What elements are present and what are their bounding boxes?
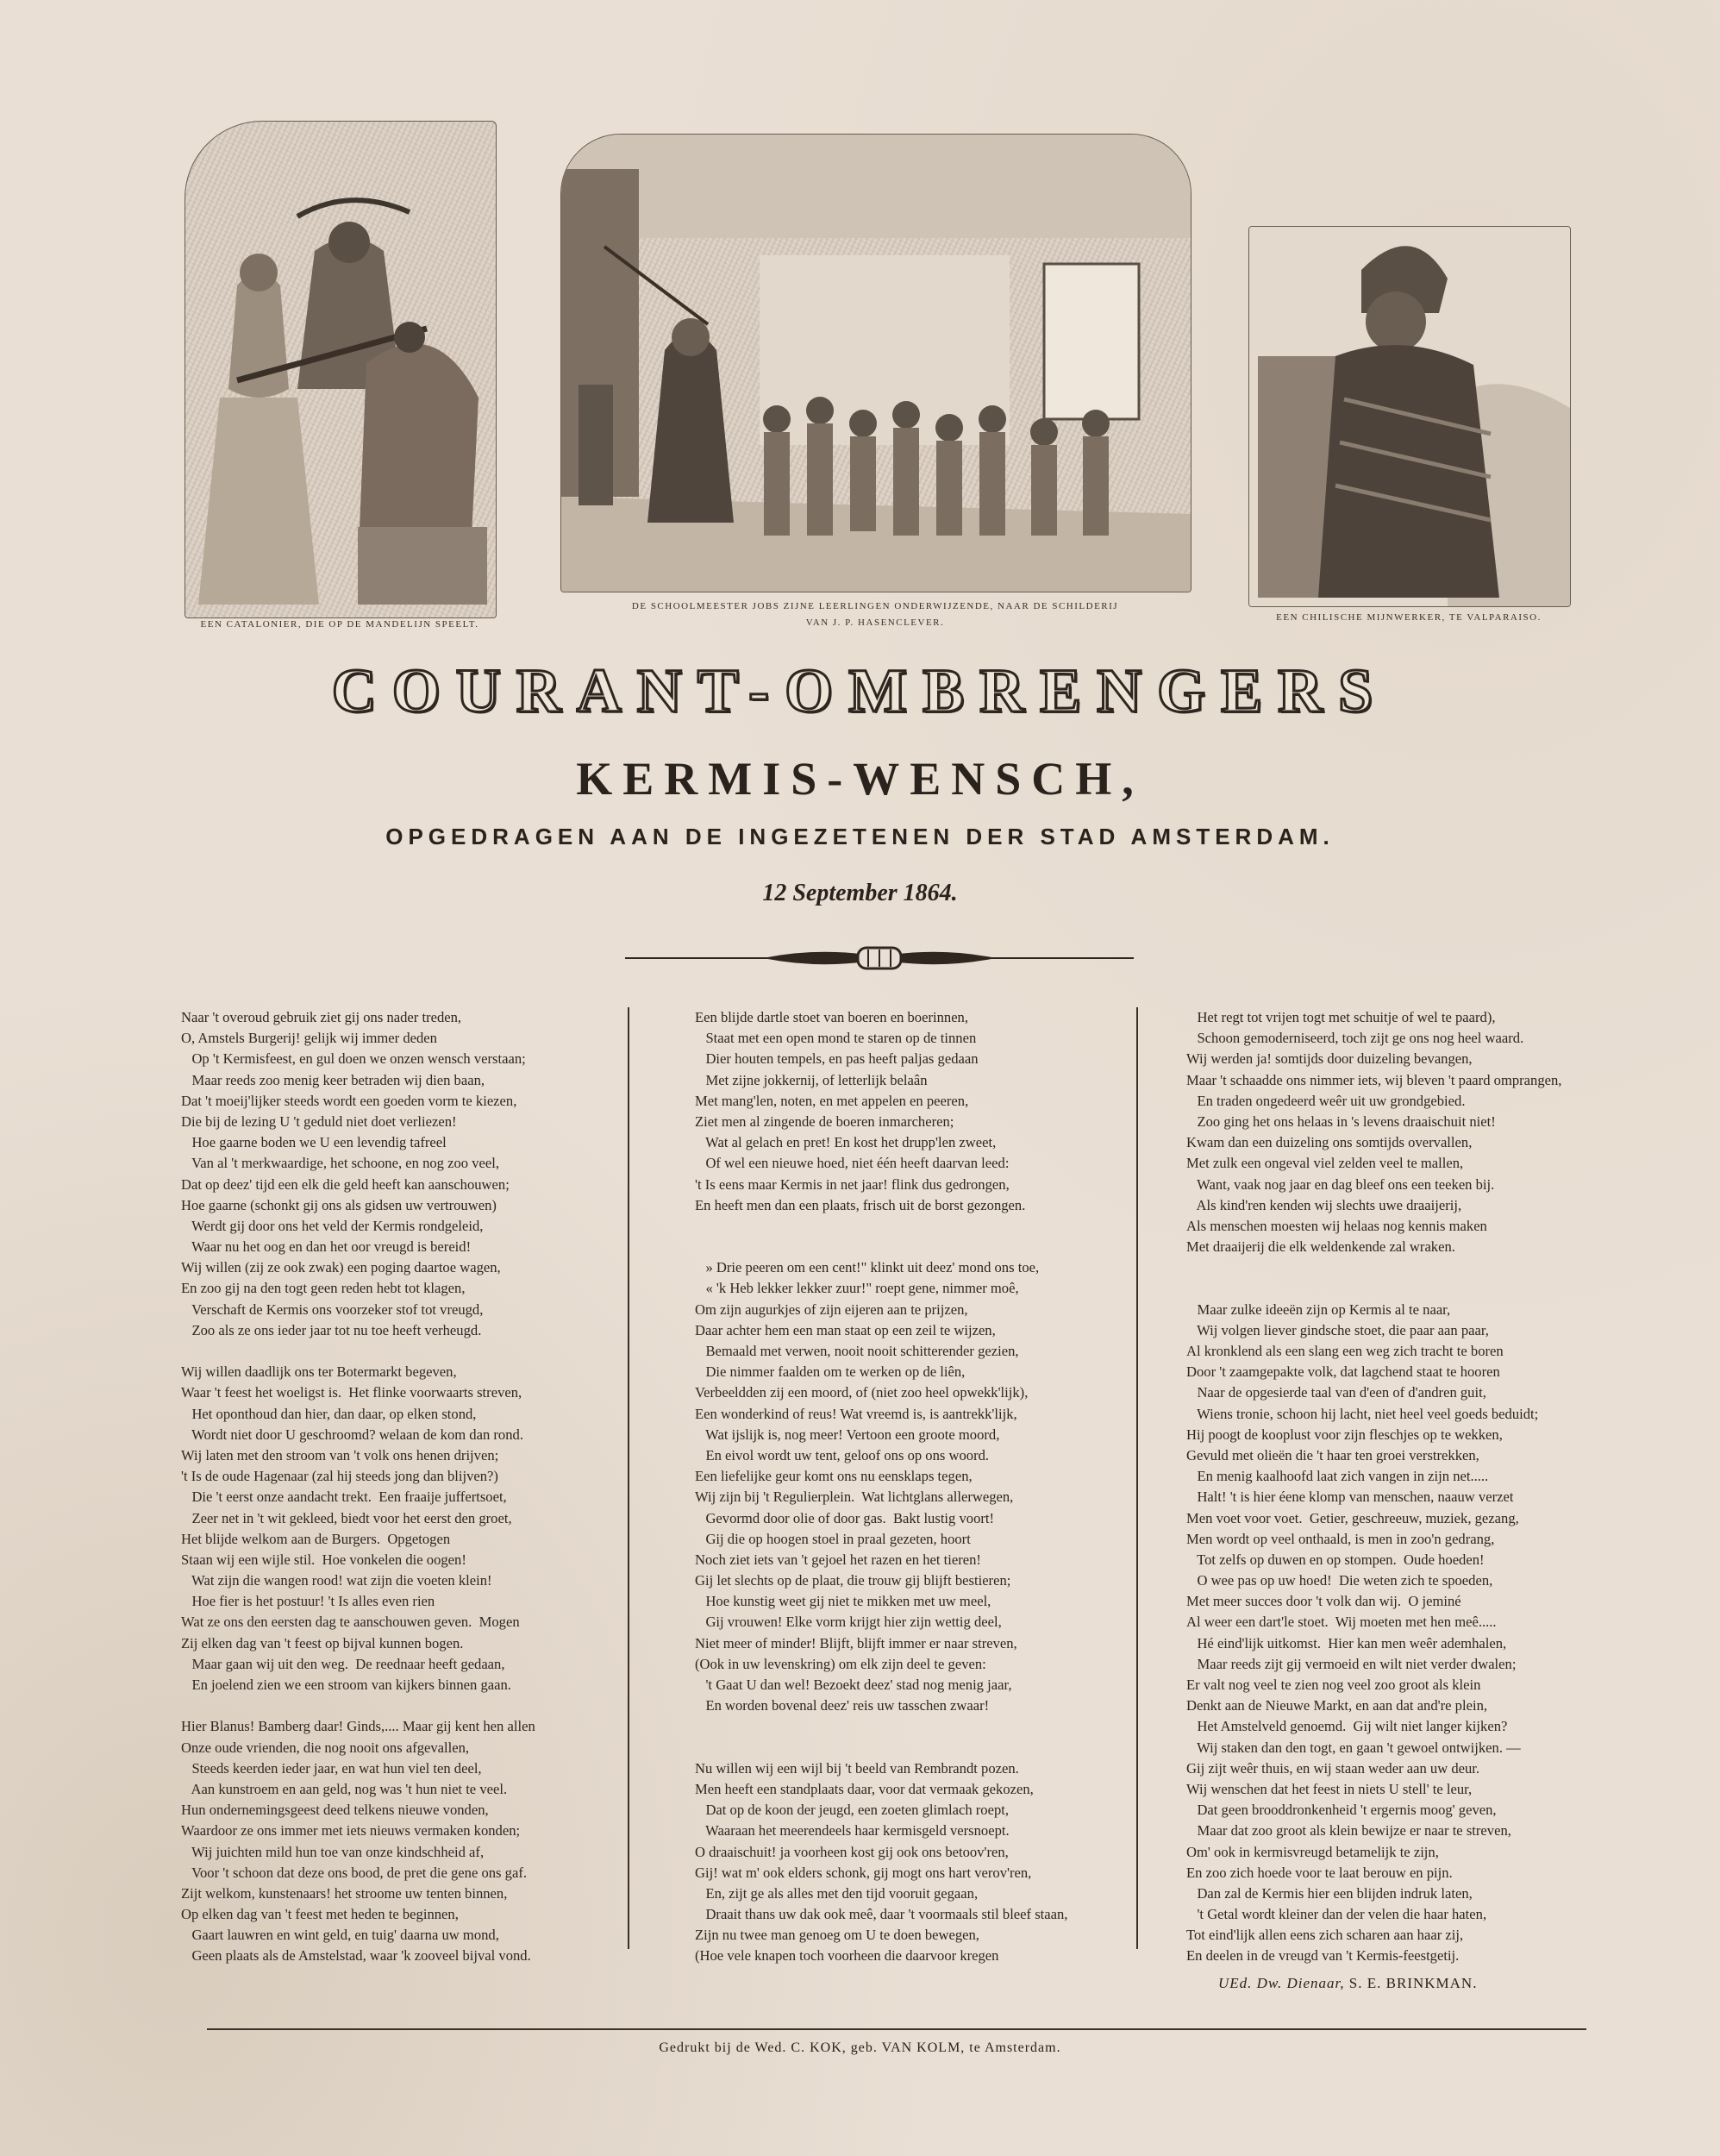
poem-line: Met draaijerij die elk weldenkende zal wraken. (1186, 1238, 1455, 1256)
poem-line: Denkt aan de Nieuwe Markt, en aan dat and're plein, (1186, 1697, 1488, 1714)
poem-line: Steeds keerden ieder jaar, en wat hun viel ten deel, (181, 1759, 482, 1777)
signature (1218, 1975, 1477, 1992)
poem-line: Maar 't schaadde ons nimmer iets, wij bleven 't paard omprangen, (1186, 1071, 1562, 1088)
poem-line: Kwam dan een duizeling ons somtijds overvallen, (1186, 1134, 1473, 1151)
date: 12 September 1864. (762, 880, 958, 906)
poem-line: Het oponthoud dan hier, dan daar, op elken stond, (181, 1405, 477, 1422)
poem-line: Niet meer of minder! Blijft, blijft immer er naar streven, (695, 1634, 1017, 1651)
poem-line: Wat ijslijk is, nog meer! Vertoon een groote moord, (695, 1426, 1000, 1443)
caption-center-line1: DE SCHOOLMEESTER JOBS ZIJNE LEERLINGEN ONDERWIJZENDE, NAAR DE SCHILDERIJ (631, 601, 1119, 611)
poem-line: Op 't Kermisfeest, en gul doen we onzen wensch verstaan; (181, 1050, 526, 1068)
poem-line: Wij juichten mild hun toe van onze kindschheid af, (181, 1843, 485, 1860)
poem-line: Hij poogt de kooplust voor zijn fleschjes op te wekken, (1186, 1426, 1503, 1443)
poem-line: Tot zelfs op duwen en op stompen. Oude hoeden! (1186, 1551, 1485, 1568)
poem-line: En, zijt ge als alles met den tijd vooruit gegaan, (695, 1884, 979, 1902)
poem-line: Werdt gij door ons het veld der Kermis rondgeleid, (181, 1217, 484, 1234)
poem-line: En deelen in de vreugd van 't Kermis-feestgetij. (1186, 1947, 1460, 1965)
poem-line: En zoo zich hoede voor te laat berouw en pijn. (1186, 1864, 1453, 1881)
footer-rule (207, 2028, 1586, 2030)
poem-line: Verbeeldden zij een moord, of (niet zoo heel opwekk'lijk), (695, 1384, 1029, 1401)
poem-line: » Drie peeren om een cent!" klinkt uit deez' mond ons toe, (695, 1259, 1040, 1276)
poem-line: Hun ondernemingsgeest deed telkens nieuwe vonden, (181, 1802, 489, 1819)
poem-line: Waar nu het oog en dan het oor vreugd is bereid! (181, 1238, 472, 1256)
poem-line: Wij staken dan den togt, en gaan 't gewoel ontwijken. — (1186, 1739, 1521, 1756)
poem-line: Zeer net in 't wit gekleed, biedt voor het eerst den groet, (181, 1509, 512, 1526)
poem-line: Wij willen daadlijk ons ter Botermarkt begeven, (181, 1363, 457, 1381)
poem-line: Om zijn augurkjes of zijn eijeren aan te prijzen, (695, 1300, 968, 1318)
printer-imprint: Gedrukt bij de Wed. C. KOK, geb. VAN KOLM, te Amsterdam. (659, 2040, 1061, 2055)
poem-line: Naar de opgesierde taal van d'een of d'andren guit, (1186, 1384, 1486, 1401)
stanza-gap (695, 1738, 1143, 1758)
poem-line: O, Amstels Burgerij! gelijk wij immer deden (181, 1030, 437, 1047)
poem-line: En joelend zien we een stroom van kijkers binnen gaan. (181, 1677, 511, 1693)
illustration-schoolmaster (560, 134, 1191, 592)
column-divider-1 (628, 1007, 629, 1949)
poem-line: Wij willen (zij ze ook zwak) een poging daartoe wagen, (181, 1259, 501, 1276)
poem-line: Als kind'ren kenden wij slechts uwe draaijerij, (1186, 1196, 1462, 1213)
poem-line: Maar reeds zoo menig keer betraden wij dien baan, (181, 1071, 485, 1088)
stanza-gap (695, 1716, 1143, 1737)
poem-line: Wij zijn bij 't Regulierplein. Wat lichtglans allerwegen, (695, 1489, 1014, 1506)
poem-line: 't Getal wordt kleiner dan der velen die haar haten, (1186, 1906, 1487, 1923)
signature-prefix: UEd. Dw. Dienaar, (1218, 1975, 1345, 1991)
poem-column-3 (1186, 1007, 1635, 1967)
stanza-gap (695, 1237, 1143, 1257)
poem-line: Een wonderkind of reus! Wat vreemd is, is aantrekk'lijk, (695, 1405, 1017, 1422)
poem-line: Halt! 't is hier éene klomp van menschen, naauw verzet (1186, 1489, 1514, 1506)
poem-line: (Ook in uw levenskring) om elk zijn deel te geven: (695, 1655, 986, 1672)
poem-line: Gevormd door olie of door gas. Bakt lustig voort! (695, 1509, 995, 1526)
poem-line: Wat zijn die wangen rood! wat zijn die voeten klein! (181, 1572, 492, 1589)
poem-line: Als menschen moesten wij helaas nog kennis maken (1186, 1217, 1487, 1234)
poem-line: Zijn nu twee man genoeg om U te doen bewegen, (695, 1927, 979, 1944)
poem-line: Al weer een dart'le stoet. Wij moeten met hen meê..... (1186, 1614, 1497, 1631)
poem-line: Naar 't overoud gebruik ziet gij ons nader treden, (181, 1009, 462, 1025)
illustration-chilean-miner (1248, 226, 1571, 607)
poem-line: O wee pas op uw hoed! Die weten zich te spoeden, (1186, 1572, 1493, 1589)
poem-line: Waaraan het meerendeels haar kermisgeld versnoept. (695, 1822, 1010, 1839)
poem-line: Hé eind'lijk uitkomst. Hier kan men weêr ademhalen, (1186, 1634, 1507, 1651)
poem-line: Hoe gaarne boden we U een levendig tafreel (181, 1134, 447, 1151)
poem-line: Hoe kunstig weet gij niet te mikken met uw meel, (695, 1593, 991, 1610)
poem-line: Dan zal de Kermis hier een blijden indruk laten, (1186, 1884, 1473, 1902)
poem-line: Er valt nog veel te zien nog veel zoo groot als klein (1186, 1677, 1481, 1693)
poem-line: Men heeft een standplaats daar, voor dat vermaak gekozen, (695, 1780, 1034, 1797)
poem-line: Het Amstelveld genoemd. Gij wilt niet langer kijken? (1186, 1718, 1508, 1735)
poem-line: En worden bovenal deez' reis uw tasschen zwaar! (695, 1697, 990, 1714)
subtitle: KERMIS-WENSCH, (576, 753, 1144, 805)
poem-line: Op elken dag van 't feest met heden te beginnen, (181, 1906, 459, 1923)
poem-line: Gij! wat m' ook elders schonk, gij mogt ons hart verov'ren, (695, 1864, 1032, 1881)
poem-line: Zoo ging het ons helaas in 's levens draaischuit niet! (1186, 1112, 1496, 1130)
poem-line: O draaischuit! ja voorheen kost gij ook ons betoov'ren, (695, 1843, 1009, 1860)
poem-line: Staan wij een wijle stil. Hoe vonkelen die oogen! (181, 1551, 466, 1568)
poem-line: En heeft men dan een plaats, frisch uit de borst gezongen. (695, 1196, 1026, 1213)
poem-line: Bemaald met verwen, nooit nooit schitterender gezien, (695, 1343, 1019, 1359)
poem-line: 't Gaat U dan wel! Bezoekt deez' stad nog menig jaar, (695, 1677, 1012, 1693)
poem-line: Een blijde dartle stoet van boeren en boerinnen, (695, 1009, 969, 1025)
poem-line: Waardoor ze ons immer met iets nieuws vermaken konden; (181, 1822, 521, 1839)
poem-line: Door 't zaamgepakte volk, dat lagchend staat te hooren (1186, 1363, 1500, 1381)
poem-line: Wij werden ja! somtijds door duizeling bevangen, (1186, 1050, 1473, 1068)
poem-line: En traden ongedeerd weêr uit uw grondgebied. (1186, 1092, 1466, 1109)
poem-line: Wij wenschen dat het feest in niets U stell' te leur, (1186, 1780, 1473, 1797)
caption-center-line2: VAN J. P. HASENCLEVER. (805, 617, 945, 628)
poem-line: Dier houten tempels, en pas heeft paljas gedaan (695, 1050, 979, 1068)
main-title: COURANT-OMBRENGERS (331, 656, 1389, 725)
poem-line: Verschaft de Kermis ons voorzeker stof tot vreugd, (181, 1300, 484, 1318)
poem-line: Gevuld met olieën die 't haar ten groei verstrekken, (1186, 1446, 1479, 1463)
poem-line: Geen plaats als de Amstelstad, waar 'k zooveel bijval vond. (181, 1947, 531, 1965)
poem-line: Waar 't feest het woeligst is. Het flinke voorwaarts streven, (181, 1384, 522, 1401)
poem-line: Het blijde welkom aan de Burgers. Opgetogen (181, 1530, 451, 1547)
poem-line: Ziet men al zingende de boeren inmarcheren; (695, 1112, 954, 1130)
poem-line: Die 't eerst onze aandacht trekt. Een fraaije juffertsoet, (181, 1489, 507, 1506)
poem-line: Wij laten met den stroom van 't volk ons henen drijven; (181, 1446, 499, 1463)
poem-line: En eivol wordt uw tent, geloof ons op ons woord. (695, 1446, 990, 1463)
poem-line: Of wel een nieuwe hoed, niet één heeft daarvan leed: (695, 1155, 1010, 1172)
poem-line: Het regt tot vrijen togt met schuitje of wel te paard), (1186, 1009, 1496, 1025)
poem-line: Zij elken dag van 't feest op bijval kunnen bogen. (181, 1634, 464, 1651)
poem-line: Met zulk een ongeval viel zelden veel te mallen, (1186, 1155, 1464, 1172)
dedication: OPGEDRAGEN AAN DE INGEZETENEN DER STAD AMSTERDAM. (385, 824, 1335, 849)
poem-line: Gij let slechts op de plaat, die trouw gij blijft bestieren; (695, 1572, 1011, 1589)
poem-line: Dat op deez' tijd een elk die geld heeft kan aanschouwen; (181, 1175, 510, 1193)
poem-line: Onze oude vrienden, die nog nooit ons afgevallen, (181, 1739, 470, 1756)
poem-line: Van al 't merkwaardige, het schoone, en nog zoo veel, (181, 1155, 500, 1172)
poem-line: Noch ziet iets van 't gejoel het razen en het tieren! (695, 1551, 981, 1568)
poem-line: Gij zijt weêr thuis, en wij staan weder aan uw deur. (1186, 1759, 1480, 1777)
column-divider-2 (1136, 1007, 1138, 1949)
poem-column-1 (181, 1007, 629, 1967)
poem-line: Zoo als ze ons ieder jaar tot nu toe heeft verheugd. (181, 1321, 482, 1338)
illustration-catalonian-mandolin (185, 121, 497, 618)
caption-left: EEN CATALONIER, DIE OP DE MANDELIJN SPEELT. (200, 619, 479, 630)
stanza-gap (1186, 1257, 1635, 1278)
poem-line: Wiens tronie, schoon hij lacht, niet heel veel goeds beduidt; (1186, 1405, 1539, 1422)
engraving-miner (1249, 227, 1570, 606)
poem-line: Gaart lauwren en wint geld, en tuig' daarna uw mond, (181, 1927, 499, 1944)
engraving-classroom (561, 135, 1191, 592)
caption-right: EEN CHILISCHE MIJNWERKER, TE VALPARAISO. (1276, 612, 1542, 623)
poem-line: Hoe gaarne (schonkt gij ons als gidsen uw vertrouwen) (181, 1196, 497, 1213)
poem-line: Maar gaan wij uit den weg. De reednaar heeft gedaan, (181, 1655, 505, 1672)
poem-line: Maar zulke ideeën zijn op Kermis al te naar, (1186, 1300, 1451, 1318)
poem-line: Met meer succes door 't volk dan wij. O jeminé (1186, 1593, 1461, 1610)
poem-line: Staat met een open mond te staren op de tinnen (695, 1030, 977, 1047)
poem-line: Men voet voor voet. Getier, geschreeuw, muziek, gezang, (1186, 1509, 1519, 1526)
poem-line: Al kronklend als een slang een weg zich tracht te boren (1186, 1343, 1504, 1359)
poem-line: En zoo gij na den togt geen reden hebt tot klagen, (181, 1280, 466, 1297)
poem-line: Men wordt op veel onthaald, is men in zoo'n gedrang, (1186, 1530, 1495, 1547)
poem-line: Wij volgen liever gindsche stoet, die paar aan paar, (1186, 1321, 1489, 1338)
poem-line: Die nimmer faalden om te werken op de liên, (695, 1363, 966, 1381)
poem-line: Gij vrouwen! Elke vorm krijgt hier zijn wettig deel, (695, 1614, 1002, 1631)
stanza-gap (1186, 1278, 1635, 1299)
stanza-gap (695, 1216, 1143, 1237)
poem-line: Gij die op hoogen stoel in praal gezeten, hoort (695, 1530, 971, 1547)
poem-line: 't Is eens maar Kermis in net jaar! flink dus gedrongen, (695, 1175, 1010, 1193)
stanza-gap (181, 1695, 629, 1716)
poem-line: Draait thans uw dak ook meê, daar 't voormaals stil bleef staan, (695, 1906, 1068, 1923)
poem-line: Nu willen wij een wijl bij 't beeld van Rembrandt pozen. (695, 1759, 1019, 1777)
poem-line: Maar dat zoo groot als klein bewijze er naar te streven, (1186, 1822, 1511, 1839)
signature-name: S. E. BRINKMAN. (1348, 1975, 1478, 1991)
decorative-ornament (625, 943, 1134, 974)
poem-line: « 'k Heb lekker lekker zuur!" roept gene, nimmer moê, (695, 1280, 1019, 1297)
poem-line: Dat op de koon der jeugd, een zoeten glimlach roept, (695, 1802, 1010, 1819)
poem-column-2 (695, 1007, 1143, 1967)
poem-line: Een liefelijke geur komt ons nu eensklaps tegen, (695, 1468, 973, 1485)
poem-line: Om' ook in kermisvreugd betamelijk te zijn, (1186, 1843, 1439, 1860)
poem-line: Want, vaak nog jaar en dag bleef ons een teeken bij. (1186, 1175, 1495, 1193)
stanza-gap (181, 1341, 629, 1362)
poem-line: En menig kaalhoofd laat zich vangen in zijn net..... (1186, 1468, 1489, 1485)
poem-line: Zijt welkom, kunstenaars! het stroome uw tenten binnen, (181, 1884, 508, 1902)
poem-line: Dat 't moeij'lijker steeds wordt een goeden vorm te kiezen, (181, 1092, 517, 1109)
poem-line: Hoe fier is het postuur! 't Is alles even rien (181, 1593, 435, 1610)
poem-line: Met zijne jokkernij, of letterlijk belaân (695, 1071, 928, 1088)
poem-line: Daar achter hem een man staat op een zeil te wijzen, (695, 1321, 996, 1338)
poem-line: (Hoe vele knapen toch voorheen die daarvoor kregen (695, 1947, 999, 1965)
poem-line: Die bij de lezing U 't geduld niet doet verliezen! (181, 1112, 457, 1130)
poem-line: Schoon gemoderniseerd, toch zijt ge ons nog heel waard. (1186, 1030, 1524, 1047)
poem-line: 't Is de oude Hagenaar (zal hij steeds jong dan blijven?) (181, 1468, 498, 1485)
poem-line: Maar reeds zijt gij vermoeid en wilt niet verder dwalen; (1186, 1655, 1517, 1672)
poem-line: Voor 't schoon dat deze ons bood, de pret die gene ons gaf. (181, 1864, 527, 1881)
poem-line: Wat ze ons den eersten dag te aanschouwen geven. Mogen (181, 1614, 520, 1631)
poem-line: Met mang'len, noten, en met appelen en peeren, (695, 1092, 969, 1109)
poem-line: Hier Blanus! Bamberg daar! Ginds,.... Maar gij kent hen allen (181, 1718, 535, 1735)
poem-line: Wordt niet door U geschroomd? welaan de kom dan rond. (181, 1426, 523, 1443)
engraving-figures-left (185, 122, 496, 617)
poem-line: Dat geen brooddronkenheid 't ergernis moog' geven, (1186, 1802, 1497, 1819)
poem-line: Wat al gelach en pret! En kost het drupp'len zweet, (695, 1134, 997, 1151)
poem-line: Aan kunstroem en aan geld, nog was 't hun niet te veel. (181, 1780, 508, 1797)
poem-line: Tot eind'lijk allen eens zich scharen aan haar zij, (1186, 1927, 1464, 1944)
